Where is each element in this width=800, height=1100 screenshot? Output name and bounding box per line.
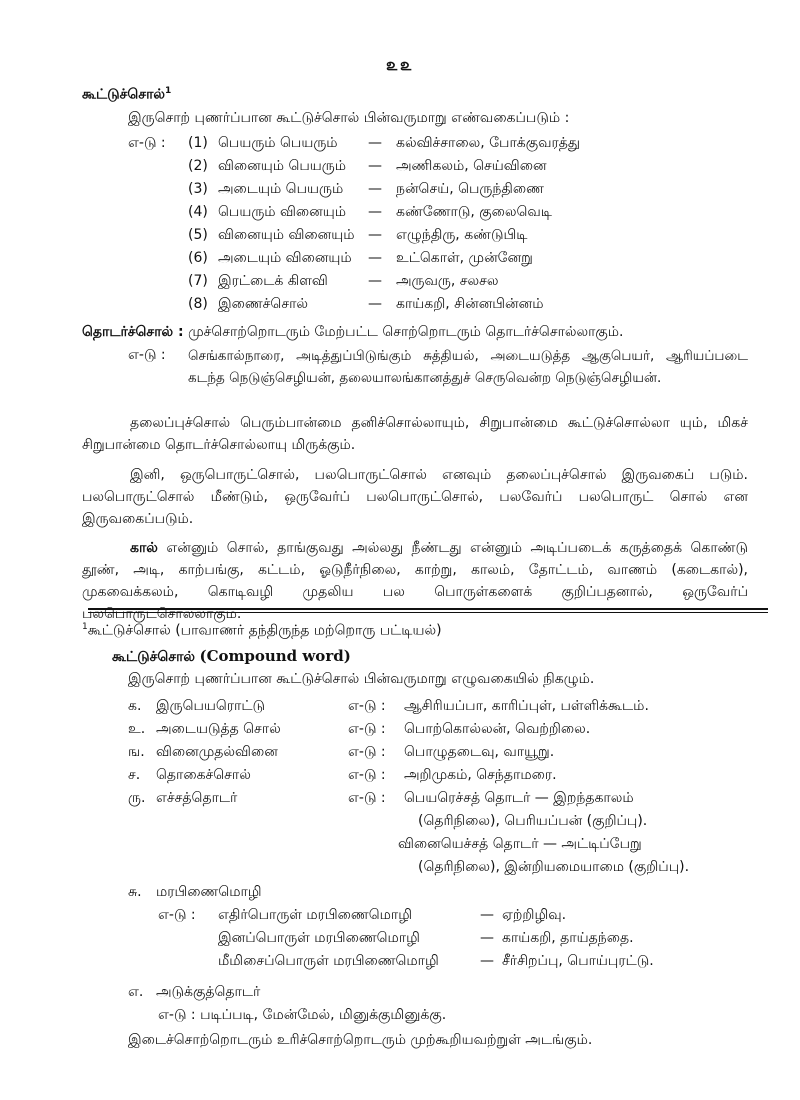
- eg-label: எ-டு :: [348, 744, 386, 760]
- item-mark: எ.: [128, 984, 144, 1000]
- paragraph-meaning-types: இனி, ஒருபொருட்சொல், பலபொருட்சொல் எனவும் தலைப்புச்சொல் இருவகைப் படும். பலபொருட்சொல் மீண்டும், ஒருவேர்ப் பலபொருட்சொல், பலவேர்ப் பலபொருட் சொல் என இருவகைப்படும்.: [82, 467, 748, 527]
- item-type: வினையும் பெயரும்: [218, 158, 347, 174]
- item-number: (7): [188, 273, 208, 289]
- list-item: [188, 296, 748, 318]
- item-number: (4): [188, 204, 208, 220]
- item-dash: —: [368, 158, 382, 174]
- list-item: [188, 135, 748, 157]
- item-label: எச்சத்தொடர்: [156, 790, 238, 806]
- item-mark: சு.: [128, 884, 142, 900]
- item6-eg-label: எ-டு :: [158, 907, 196, 923]
- item-example: காய்கறி, சின்னபின்னம்: [396, 296, 544, 312]
- item-mark: உ.: [128, 721, 146, 737]
- heading-text: கூட்டுச்சொல்: [82, 86, 166, 103]
- item-number: (5): [188, 227, 208, 243]
- list-item: [188, 158, 748, 180]
- item-type: பெயரும் வினையும்: [218, 204, 347, 220]
- footnote-marker: 1: [82, 622, 88, 632]
- list-item: [128, 767, 748, 789]
- sub-item-example: காய்கறி, தாய்தந்தை.: [502, 930, 634, 946]
- sub-item-dash: —: [480, 907, 494, 923]
- list-item: [128, 744, 748, 766]
- item-number: (1): [188, 135, 208, 151]
- item-mark: ங.: [128, 744, 145, 760]
- section1-eg-label: எ-டு :: [128, 135, 166, 151]
- list-item: [188, 250, 748, 272]
- sub-item-text: மீமிசைப்பொருள் மரபிணைமொழி: [218, 953, 439, 969]
- item7-example-line: [158, 1007, 446, 1025]
- item-example: நன்செய், பெருந்திணை: [396, 181, 544, 197]
- item-mark: ரு.: [128, 790, 146, 806]
- item-example: பெயரெச்சத் தொடர் — இறந்தகாலம்: [404, 790, 634, 806]
- list-item: [128, 698, 748, 720]
- eg-label: எ-டு :: [348, 698, 386, 714]
- eg-label: எ-டு :: [348, 790, 386, 806]
- item-example: அறிமுகம், செந்தாமரை.: [404, 767, 557, 783]
- item-label: இருபெயரொட்டு: [156, 698, 265, 714]
- footnote-closing: இடைச்சொற்றொடரும் உரிச்சொற்றொடரும் முற்கூறியவற்றுள் அடங்கும்.: [128, 1032, 593, 1048]
- item-dash: —: [368, 227, 382, 243]
- item-dash: —: [368, 250, 382, 266]
- paragraph-headword-types: தலைப்புச்சொல் பெரும்பான்மை தனிச்சொல்லாயும், சிறுபான்மை கூட்டுச்சொல்லா யும், மிகச் சிறுபான்மை தொடர்ச்சொல்லாயு மிருக்கும்.: [82, 415, 748, 453]
- list-item: [188, 204, 748, 226]
- item-type: இணைச்சொல்: [218, 296, 309, 312]
- footnote-heading-tamil: கூட்டுச்சொல்: [112, 649, 196, 665]
- item-dash: —: [368, 181, 382, 197]
- sub-item-dash: —: [480, 953, 494, 969]
- sub-item-text: இனப்பொருள் மரபிணைமொழி: [218, 930, 420, 946]
- section1-intro: இருசொற் புணர்ப்பான கூட்டுச்சொல் பின்வருமாறு எண்வகைப்படும் :: [128, 110, 570, 126]
- footnote-title: கூட்டுச்சொல் (பாவாணர் தந்திருந்த மற்றொரு பட்டியல்): [87, 622, 442, 639]
- item-mark: க.: [128, 698, 142, 714]
- footnote-divider-thin: [88, 612, 768, 613]
- sub-item-text: எதிர்பொருள் மரபிணைமொழி: [218, 907, 412, 923]
- item-example: கண்ணோடு, குலைவெடி: [396, 204, 552, 220]
- item-label: தொகைச்சொல்: [156, 767, 251, 783]
- footnote-heading-english: (Compound word): [199, 647, 351, 665]
- item-dash: —: [368, 135, 382, 151]
- item-example: ஆசிரியப்பா, காரிப்புள், பள்ளிக்கூடம்.: [404, 698, 649, 714]
- echcham-continuation-1: (தெரிநிலை), பெரியப்பன் (குறிப்பு).: [418, 813, 648, 829]
- item-type: அடையும் வினையும்: [218, 250, 352, 266]
- eg-label: எ-டு :: [348, 767, 386, 783]
- item-type: இரட்டைக் கிளவி: [218, 273, 328, 289]
- echcham-continuation-3: (தெரிநிலை), இன்றியமையாமை (குறிப்பு).: [418, 859, 690, 875]
- echcham-continuation-2: வினையெச்சத் தொடர் — அட்டிப்பேறு: [398, 836, 642, 852]
- item-label: அடையடுத்த சொல்: [156, 721, 281, 737]
- paragraph-kaal-text: என்னும் சொல், தாங்குவது அல்லது நீண்டது என்னும் அடிப்படைக் கருத்தைக் கொண்டு தூண், அடி, காற்பங்கு, கட்டம், ஓடுநீர்நிலை, காற்று, காலம், தோட்டம், வாணம் (கடைகால்), முகவைக்கலம், கொடிவழி முதலிய பல பொருள்களைக் குறிப்பதனால், ஒருவேர்ப் பலபொருட்சொல்லாகும்.: [82, 540, 748, 622]
- item-mark: ச.: [128, 767, 141, 783]
- item-example: உட்கொள், முன்னேறு: [396, 250, 533, 266]
- item7-example: படிப்படி, மேன்மேல், மினுக்குமினுக்கு.: [200, 1007, 447, 1023]
- section2-line: [82, 324, 624, 342]
- page-number: ௨௨: [385, 55, 415, 75]
- item-type: அடையும் பெயரும்: [218, 181, 344, 197]
- item-dash: —: [368, 204, 382, 220]
- item7-eg-label: எ-டு :: [158, 1007, 196, 1023]
- item-number: (6): [188, 250, 208, 266]
- item-label: மரபிணைமொழி: [156, 884, 262, 900]
- item-label: வினைமுதல்வினை: [156, 744, 278, 760]
- list-item: [188, 181, 748, 203]
- section2-eg-label: எ-டு :: [128, 347, 166, 363]
- item-example: பொழுதடைவு, வாயூறு.: [404, 744, 555, 760]
- list-item: [128, 721, 748, 743]
- item-dash: —: [368, 273, 382, 289]
- list-item: [128, 884, 748, 906]
- footnote-heading: [112, 647, 351, 667]
- sub-list-item: [218, 907, 738, 929]
- item-example: அருவரு, சலசல: [396, 273, 499, 289]
- item-dash: —: [368, 296, 382, 312]
- item-label: அடுக்குத்தொடர்: [156, 984, 261, 1000]
- item-example: பொற்கொல்லன், வெற்றிலை.: [404, 721, 591, 737]
- sub-item-example: ஏற்றிழிவு.: [502, 907, 567, 923]
- item-example: கல்விச்சாலை, போக்குவரத்து: [396, 135, 580, 151]
- list-item: [128, 984, 748, 1006]
- section2-definition: முச்சொற்றொடரும் மேற்பட்ட சொற்றொடரும் தொடர்ச்சொல்லாகும்.: [188, 324, 624, 340]
- section-heading-phrase-word: தொடர்ச்சொல் :: [82, 324, 184, 340]
- list-item: [128, 790, 748, 812]
- item-example: எழுந்திரு, கண்டுபிடி: [396, 227, 528, 243]
- item-number: (2): [188, 158, 208, 174]
- sub-item-dash: —: [480, 930, 494, 946]
- section-heading-compound-word: [82, 86, 171, 105]
- item-type: பெயரும் பெயரும்: [218, 135, 338, 151]
- item-number: (3): [188, 181, 208, 197]
- list-item: [188, 227, 748, 249]
- eg-label: எ-டு :: [348, 721, 386, 737]
- footnote-marker: 1: [165, 86, 172, 96]
- footnote-intro: இருசொற் புணர்ப்பான கூட்டுச்சொல் பின்வருமாறு எழுவகையில் நிகழும்.: [128, 671, 595, 687]
- sub-list-item: [218, 953, 738, 975]
- sub-list-item: [218, 930, 738, 952]
- list-item: [188, 273, 748, 295]
- item-example: அணிகலம், செய்வினை: [396, 158, 547, 174]
- sub-item-example: சீர்சிறப்பு, பொய்புரட்டு.: [502, 953, 654, 969]
- item-number: (8): [188, 296, 208, 312]
- footnote-title-line: [82, 622, 442, 641]
- footnote-divider: [88, 608, 768, 610]
- headword-kaal: கால்: [130, 540, 158, 556]
- item-type: வினையும் வினையும்: [218, 227, 355, 243]
- section2-examples: செங்கால்நாரை, அடித்துப்பிடுங்கும் சுத்தியல், அடையடுத்த ஆகுபெயர், ஆரியப்படை கடந்த நெடுஞ்செழியன், தலையாலங்கானத்துச் செருவென்ற நெடுஞ்செழியன்.: [188, 348, 748, 386]
